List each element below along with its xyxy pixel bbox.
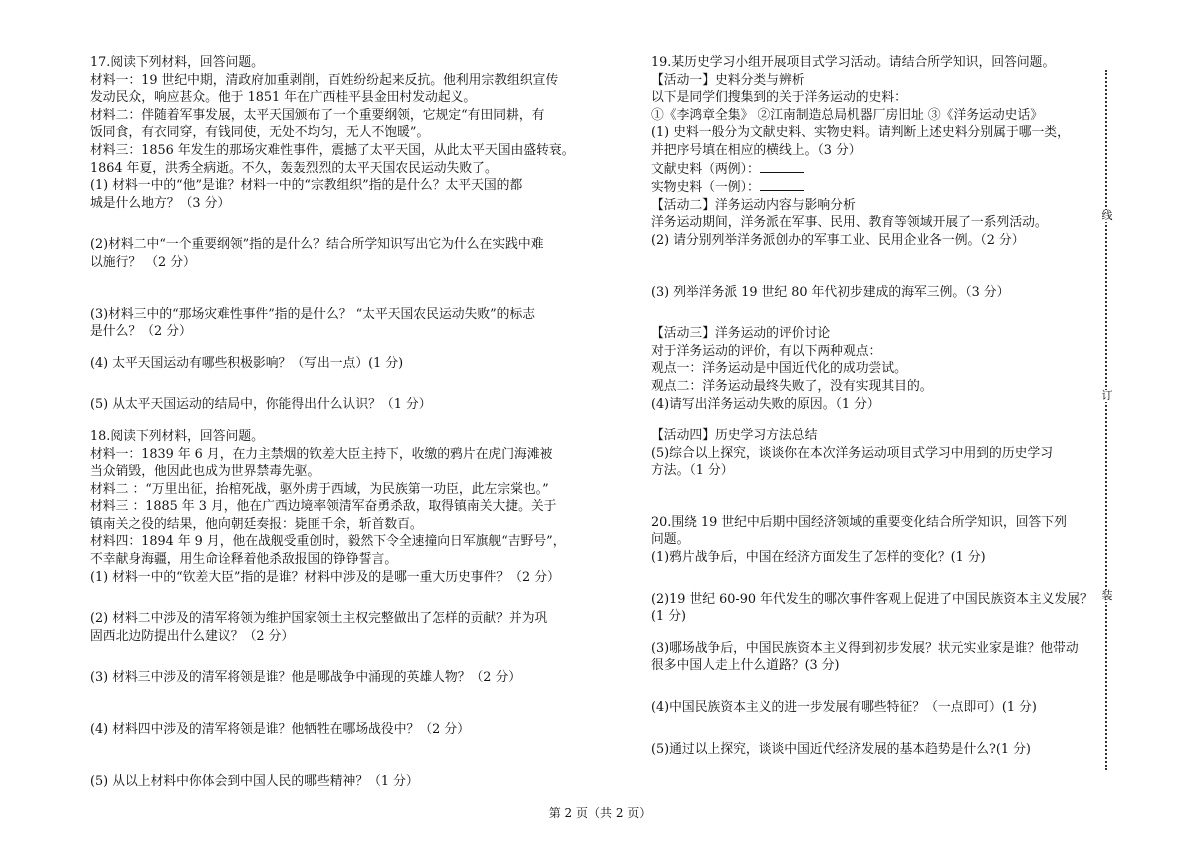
q17-material-3-line-1: 材料三：1856 年发生的那场灾难性事件，震撼了太平天国，从此太平天国由盛转衰。 (90, 142, 575, 158)
q19-activity-1-intro: 以下是同学们搜集到的关于洋务运动的史料： (651, 90, 907, 106)
q17-question-2-line-2: 以施行？ （2 分） (90, 254, 196, 270)
q19-document-sources-blank[interactable] (760, 160, 804, 173)
q18-material-3-line-2: 镇南关之役的结果，他向朝廷奏报：毙匪千余，斩首数百。 (90, 516, 423, 532)
q19-activity-2-heading: 【活动二】洋务运动内容与影响分析 (651, 197, 856, 213)
q19-question-4: (4)请写出洋务运动失败的原因。（1 分） (651, 396, 880, 412)
binding-mark-order: 订 (1101, 389, 1113, 402)
q18-question-3: (3) 材料三中涉及的清军将领是谁？他是哪战争中涌现的英雄人物？（2 分） (90, 670, 522, 686)
q20-question-5: (5)通过以上探究，谈谈中国近代经济发展的基本趋势是什么?(1 分) (651, 741, 1031, 757)
q20-question-4: (4)中国民族资本主义的进一步发展有哪些特征？（一点即可）(1 分) (651, 700, 1037, 716)
q19-question-3: (3) 列举洋务派 19 世纪 80 年代初步建成的海军三例。（3 分） (651, 284, 1010, 300)
q19-question-1-line-2: 并把序号填在相应的横线上。（3 分） (651, 142, 862, 158)
q20-question-3-line-1: (3)哪场战争后，中国民族资本主义得到初步发展？状元实业家是谁？他带动 (651, 640, 1079, 656)
q19-question-2: (2) 请分别列举洋务派创办的军事工业、民用企业各一例。（2 分） (651, 232, 1025, 248)
q19-document-sources-row (651, 160, 1083, 179)
q19-physical-sources-label: 实物史料（一例）： (651, 180, 760, 196)
q18-title: 18.阅读下列材料，回答问题。 (90, 428, 264, 444)
q18-material-4-line-2: 不幸献身海疆，用生命诠释着他杀敌报国的铮铮誓言。 (90, 552, 398, 568)
q19-source-list: ①《李鸿章全集》 ②江南制造总局机器厂房旧址 ③《洋务运动史话》 (651, 107, 1044, 123)
q19-question-5-line-1: (5)综合以上探究，谈谈你在本次洋务运动项目式学习中用到的历史学习 (651, 445, 1054, 461)
q18-question-2-line-2: 固西北边防提出什么建议？（2 分） (90, 628, 295, 644)
q19-title: 19.某历史学习小组开展项目式学习活动。请结合所学知识，回答问题。 (651, 55, 1056, 70)
q17-question-3-line-1: (3)材料三中的“那场灾难性事件”指的是什么？ “太平天国农民运动失败”的标志 (90, 306, 536, 322)
q18-question-1: (1) 材料一中的“钦差大臣”指的是谁？材料中涉及的是哪一重大历史事件？（2 分） (90, 569, 560, 585)
q20-title-line-1: 20.围绕 19 世纪中后期中国经济领域的重要变化结合所学知识，回答下列 (651, 514, 1067, 530)
q18-material-1-line-1: 材料一：1839 年 6 月，在力主禁烟的钦差大臣主持下，收缴的鸦片在虎门海滩被 (90, 446, 553, 462)
q18-material-2: 材料二 ：“万里出征，抬棺死战，驱外虏于西域，为民族第一功臣，此左宗棠也。” (90, 481, 549, 497)
q19-document-sources-label: 文献史料（两例）： (651, 161, 760, 177)
q17-question-1-line-1: (1) 材料一中的“他”是谁？材料一中的“宗教组织”指的是什么？太平天国的都 (90, 178, 523, 194)
left-column (90, 54, 605, 790)
q17-material-1-line-1: 材料一：19 世纪中期，清政府加重剥削，百姓纷纷起来反抗。他利用宗教组织宣传 (90, 72, 559, 88)
q19-activity-1-heading: 【活动一】史料分类与辨析 (651, 72, 805, 88)
dotted-binding-rule (1105, 70, 1107, 770)
q19-viewpoint-2: 观点二：洋务运动最终失败了，没有实现其目的。 (651, 378, 933, 394)
q17-material-2-line-2: 饭同食，有衣同穿，有钱同使，无处不均匀，无人不饱暖”。 (90, 125, 430, 141)
q17-question-1-line-2: 城是什么地方？（3 分） (90, 195, 231, 211)
q17-question-5: (5) 从太平天国运动的结局中，你能得出什么认识？（1 分） (90, 397, 432, 413)
q20-question-1: (1)鸦片战争后，中国在经济方面发生了怎样的变化？(1 分) (651, 550, 986, 566)
q17-question-3-line-2: 是什么？（2 分） (90, 324, 192, 340)
q18-question-2-line-1: (2) 材料二中涉及的清军将领为维护国家领土主权完整做出了怎样的贡献？并为巩 (90, 611, 548, 627)
q19-physical-sources-row (651, 178, 1083, 197)
q19-activity-3-heading: 【活动三】洋务运动的评价讨论 (651, 326, 831, 342)
page-footer: 第 2 页（共 2 页） (548, 806, 652, 820)
right-column (651, 54, 1093, 758)
q20-question-2-line-2: (1 分) (651, 609, 686, 625)
q18-material-1-line-2: 当众销毁，他因此也成为世界禁毒先驱。 (90, 464, 321, 480)
q20-title-line-2: 问题。 (651, 532, 690, 548)
q19-activity-4-heading: 【活动四】历史学习方法总结 (651, 428, 818, 444)
binding-line (1100, 70, 1120, 770)
q18-material-4-line-1: 材料四：1894 年 9 月，他在战舰受重创时，毅然下令全速撞向日军旗舰“吉野号”， (90, 534, 566, 550)
q18-question-4: (4) 材料四中涉及的清军将领是谁？他牺牲在哪场战役中？（2 分） (90, 722, 470, 738)
q17-material-3-line-2: 1864 年夏，洪秀全病逝。不久，轰轰烈烈的太平天国农民运动失败了。 (90, 160, 498, 176)
q20-question-3-line-2: 很多中国人走上什么道路？(3 分) (651, 658, 840, 674)
q17-material-1-line-2: 发动民众，响应甚众。他于 1851 年在广西桂平县金田村发动起义。 (90, 90, 477, 106)
q19-physical-sources-blank[interactable] (760, 178, 804, 191)
q19-viewpoint-1: 观点一：洋务运动是中国近代化的成功尝试。 (651, 361, 907, 377)
q18-material-3-line-1: 材料三 ：1885 年 3 月，他在广西边境率领清军奋勇杀敌，取得镇南关大捷。关于 (90, 499, 557, 515)
binding-mark-line: 线 (1101, 209, 1113, 222)
q19-question-1-line-1: (1) 史料一般分为文献史料、实物史料。请判断上述史料分别属于哪一类， (651, 125, 1070, 141)
q17-material-2-line-1: 材料二：伴随着军事发展，太平天国颁布了一个重要纲领，它规定“有田同耕，有 (90, 107, 545, 123)
q20-question-2-line-1: (2)19 世纪 60-90 年代发生的哪次事件客观上促进了中国民族资本主义发展？ (651, 591, 1093, 607)
q17-question-2-line-1: (2)材料二中“一个重要纲领”指的是什么？结合所学知识写出它为什么在实践中难 (90, 237, 544, 253)
q19-activity-3-intro: 对于洋务运动的评价，有以下两种观点： (651, 343, 882, 359)
q19-activity-2-intro: 洋务运动期间，洋务派在军事、民用、教育等领域开展了一系列活动。 (651, 215, 1048, 231)
q19-question-5-line-2: 方法。（1 分） (651, 463, 734, 479)
q18-question-5: (5) 从以上材料中你体会到中国人民的哪些精神？（1 分） (90, 773, 419, 789)
binding-mark-bind: 装 (1101, 589, 1113, 602)
q17-title: 17.阅读下列材料，回答问题。 (90, 55, 264, 70)
q17-question-4: (4) 太平天国运动有哪些积极影响？（写出一点）(1 分) (90, 355, 404, 371)
